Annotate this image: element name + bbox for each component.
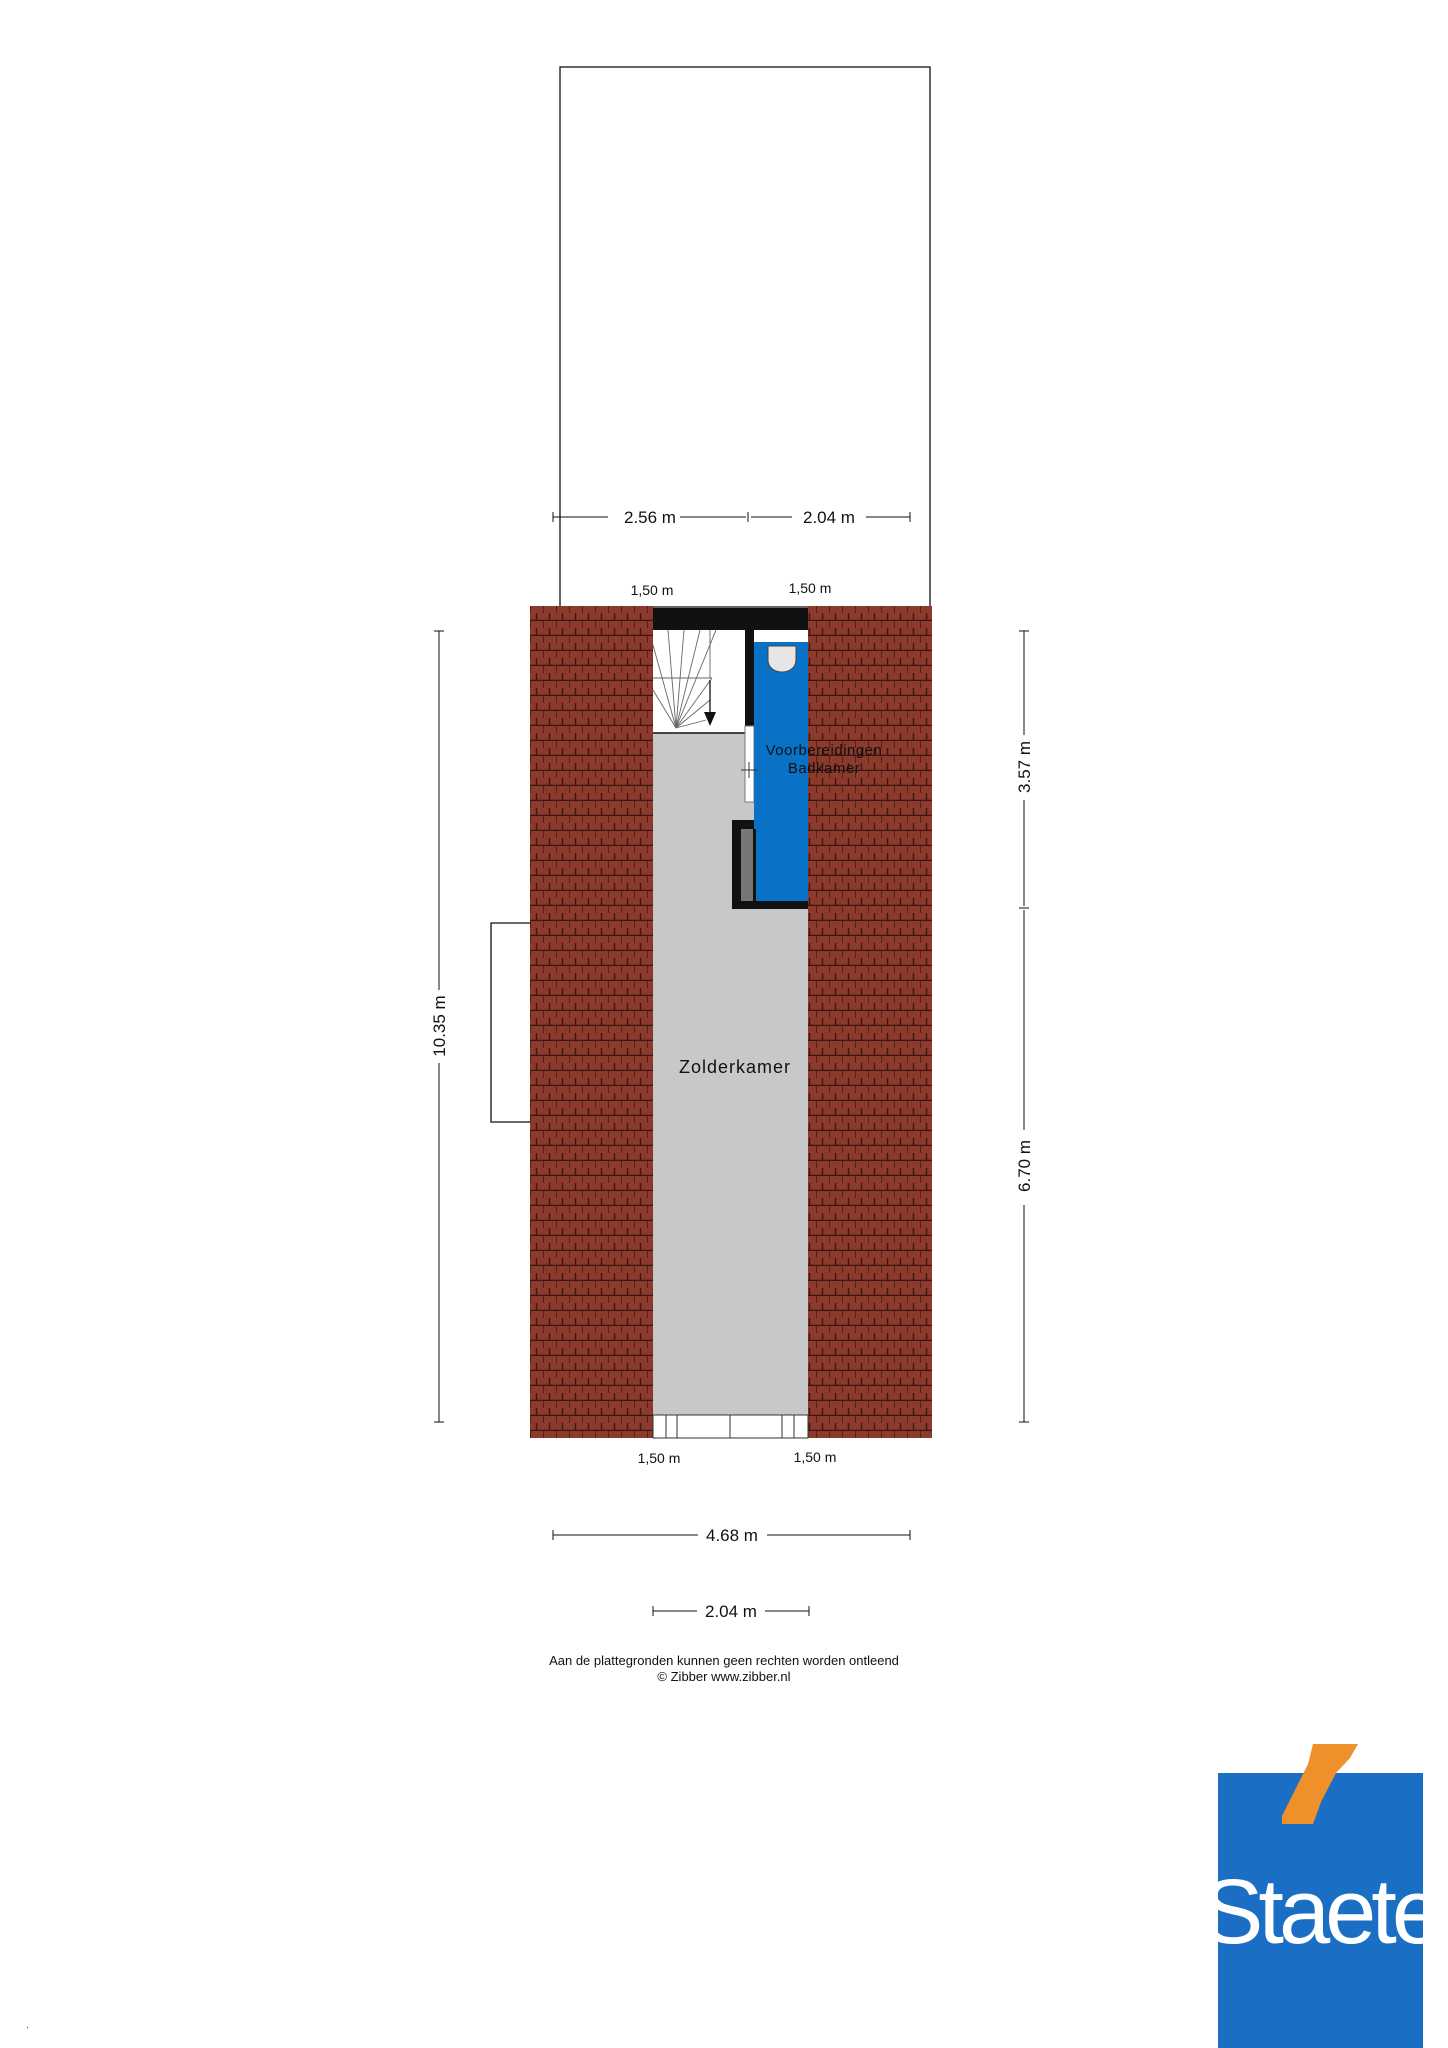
dimension-top-left-height: 1,50 m — [630, 582, 674, 598]
roof-right — [808, 606, 932, 1438]
bathroom-grey-panel — [741, 829, 753, 901]
bathroom-side-wall — [732, 820, 741, 909]
dimension-bottom-right-height: 1,50 m — [793, 1449, 837, 1465]
dormer-outline — [491, 923, 530, 1122]
disclaimer-line-1: Aan de plattegronden kunnen geen rechten worden ontleend — [549, 1653, 899, 1668]
dimension-right-upper-depth: 3.57 m — [1015, 741, 1034, 793]
toilet-icon — [768, 646, 796, 672]
room-label-attic: Zolderkamer — [678, 1057, 792, 1077]
dimension-inner-width: 2.04 m — [705, 1602, 757, 1621]
bathroom-wall-inner — [753, 829, 756, 901]
dimension-top — [553, 512, 910, 522]
bathroom-bottom-wall — [732, 901, 808, 909]
room-label-bathroom-line1: Voorbereidingen — [765, 742, 883, 759]
stair-wall — [745, 630, 754, 726]
dimension-top-right-height: 1,50 m — [788, 580, 832, 596]
staete-logo — [1202, 1744, 1438, 2048]
disclaimer-line-2: © Zibber www.zibber.nl — [657, 1669, 791, 1684]
corner-mark: . — [26, 2020, 29, 2031]
bathroom-strip — [754, 630, 808, 642]
window-bottom — [653, 1415, 808, 1438]
top-wall — [653, 608, 808, 630]
room-label-bathroom-line2: Badkamer — [787, 760, 861, 777]
dimension-total-width: 4.68 m — [706, 1526, 758, 1545]
staircase — [653, 630, 751, 733]
dimension-top-left-width: 2.56 m — [624, 508, 676, 527]
bathroom-wall-top — [732, 820, 754, 829]
logo-word: Staete — [1202, 1861, 1438, 1963]
dimension-top-right-width: 2.04 m — [803, 508, 855, 527]
roof-left — [530, 606, 653, 1438]
top-outline-box — [560, 67, 930, 607]
dimension-bottom-left-height: 1,50 m — [637, 1450, 681, 1466]
dimension-right-lower-depth: 6.70 m — [1015, 1140, 1034, 1192]
dimension-total-depth: 10.35 m — [430, 995, 449, 1057]
